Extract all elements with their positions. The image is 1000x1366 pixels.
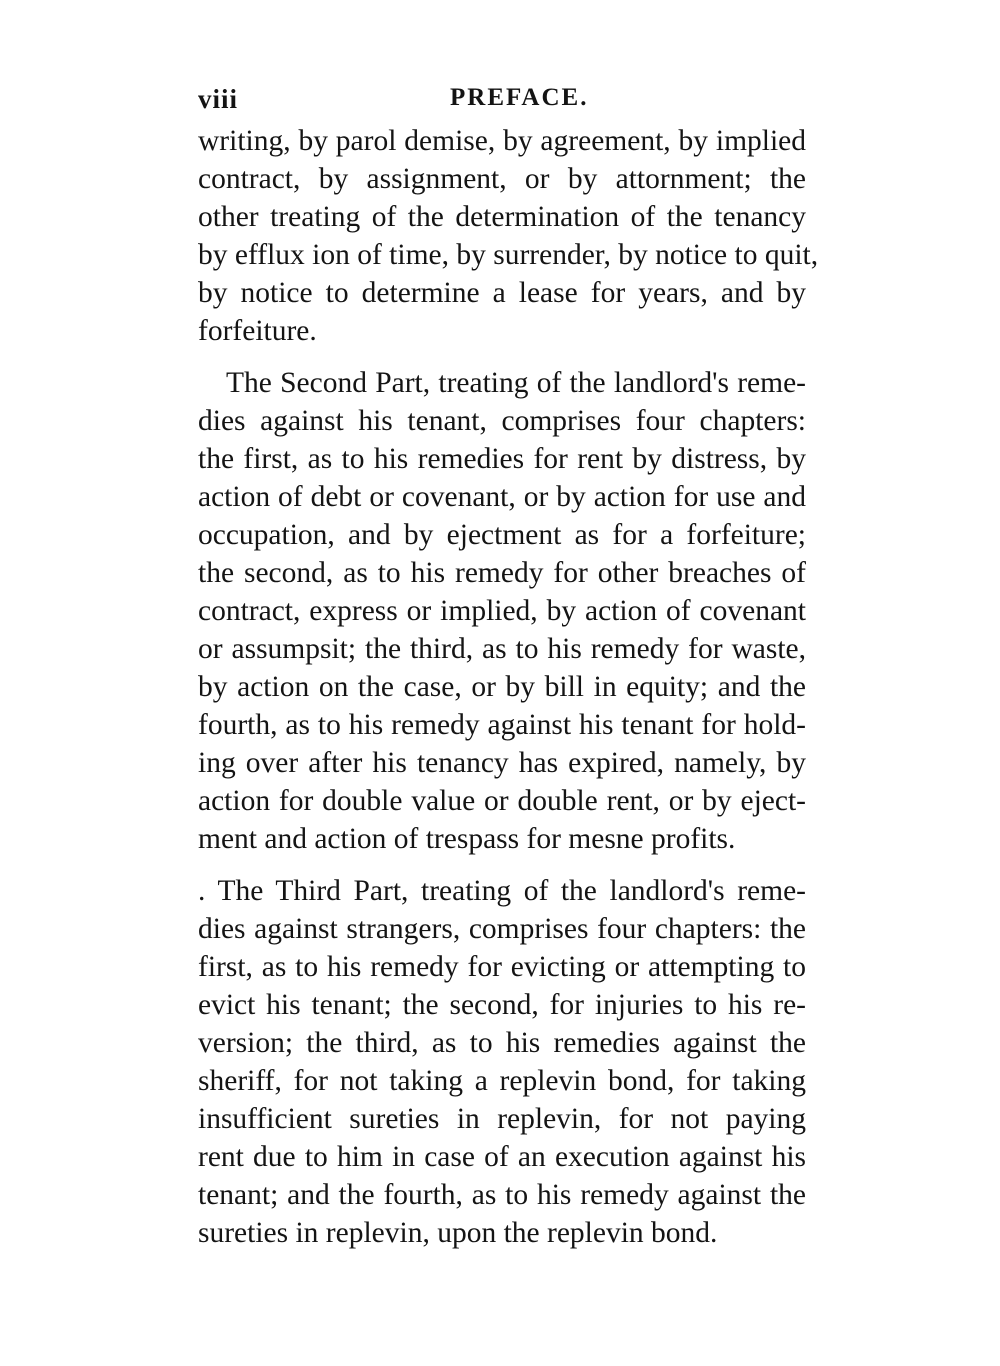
text-line: dies against his tenant, comprises four chapters: [198, 405, 806, 437]
text-line: rent due to him in case of an execution against his [198, 1141, 806, 1173]
text-line: occupation, and by ejectment as for a forfeiture; [198, 519, 806, 551]
text-line: fourth, as to his remedy against his tenant for hold- [198, 709, 806, 741]
page-number: viii [198, 84, 239, 114]
text-line-content: The Second Part, treating of the landlord's reme- [226, 367, 806, 399]
paragraph-1 [198, 122, 819, 350]
text-line: sheriff, for not taking a replevin bond, for taking [198, 1065, 806, 1097]
paragraph-2 [198, 364, 806, 858]
text-line: tenant; and the fourth, as to his remedy against the [198, 1179, 806, 1211]
text-line: other treating of the determination of the tenancy [198, 201, 806, 233]
text-line: contract, by assignment, or by attornment; the [198, 163, 806, 195]
text-line: first, as to his remedy for evicting or attempting to [198, 951, 806, 983]
text-line: dies against strangers, comprises four chapters: the [198, 913, 806, 945]
book-page [198, 82, 819, 1252]
text-line: ment and action of trespass for mesne profits. [198, 823, 736, 855]
text-line: . The Third Part, treating of the landlord's reme- [198, 875, 806, 907]
text-line: by notice to determine a lease for years, and by [198, 277, 806, 309]
text-line: by efflux ion of time, by surrender, by notice to quit, [198, 239, 819, 271]
text-line: writing, by parol demise, by agreement, by implied [198, 125, 806, 157]
running-head [198, 82, 806, 122]
text-line: insufficient sureties in replevin, for not paying [198, 1103, 806, 1135]
text-line: action for double value or double rent, or by eject- [198, 785, 806, 817]
text-line: forfeiture. [198, 315, 317, 347]
text-line: contract, express or implied, by action of covenant [198, 595, 806, 627]
paragraph-3 [198, 872, 806, 1252]
text-line: evict his tenant; the second, for injuries to his re- [198, 989, 806, 1021]
text-line: ing over after his tenancy has expired, namely, by [198, 747, 806, 779]
text-line: the second, as to his remedy for other breaches of [198, 557, 806, 589]
text-line: sureties in replevin, upon the replevin bond. [198, 1217, 718, 1249]
text-line: the first, as to his remedies for rent by distress, by [198, 443, 806, 475]
text-line: or assumpsit; the third, as to his remedy for waste, [198, 633, 806, 665]
text-line: by action on the case, or by bill in equity; and the [198, 671, 806, 703]
running-title: PREFACE. [450, 84, 589, 111]
text-line: version; the third, as to his remedies against the [198, 1027, 806, 1059]
text-line: action of debt or covenant, or by action for use and [198, 481, 806, 513]
text-line [198, 364, 806, 402]
